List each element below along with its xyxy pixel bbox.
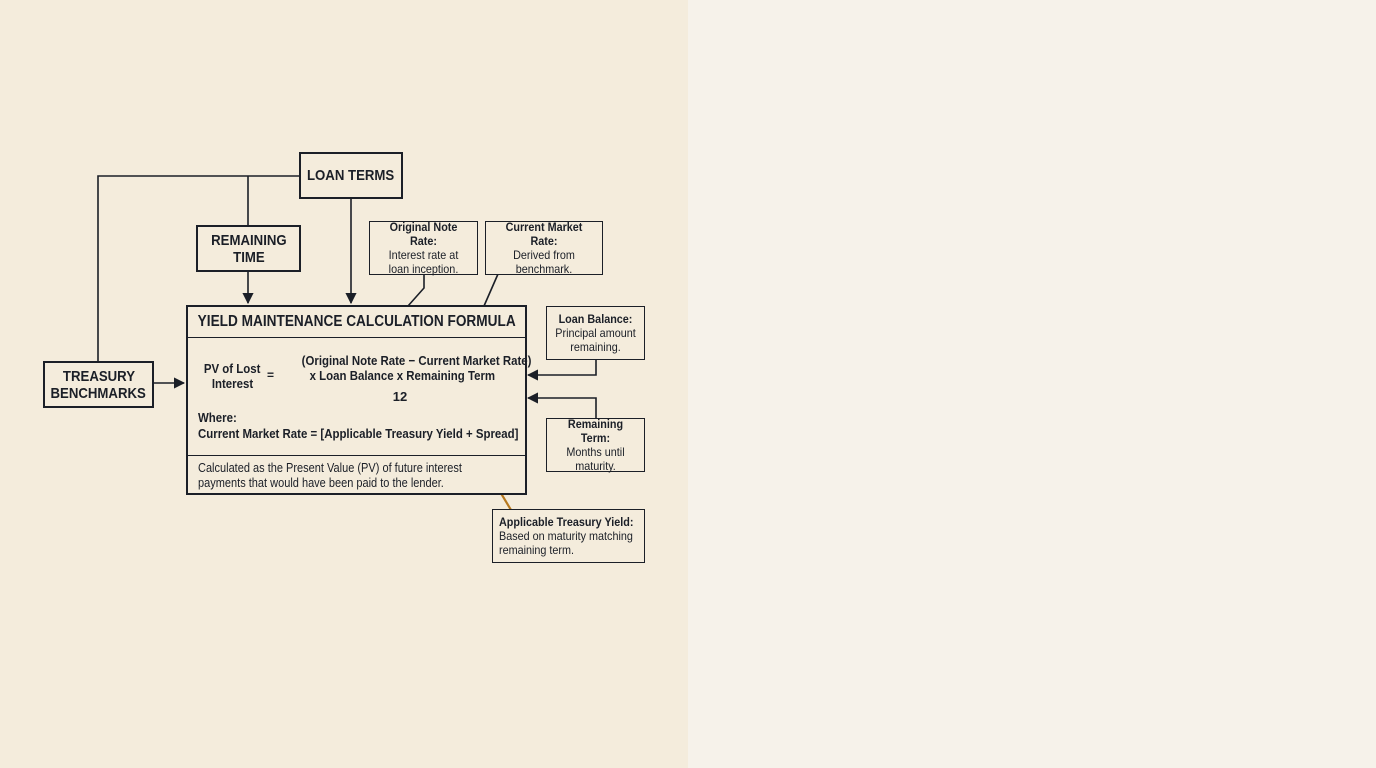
- loan-balance-line2: remaining.: [570, 340, 621, 354]
- treasury-benchmarks-box: [43, 361, 154, 408]
- loan-balance-note: [546, 306, 645, 360]
- applicable-treasury-yield-note: [492, 509, 645, 563]
- arrow-remainingterm-formula: [528, 398, 596, 418]
- formula-lhs-1: PV of Lost: [203, 361, 261, 376]
- remaining-term-note: [546, 418, 645, 472]
- formula-lhs-2: Interest: [211, 376, 253, 391]
- loan-terms-label: LOAN TERMS: [307, 167, 395, 184]
- denominator-value: 12: [392, 389, 408, 404]
- original-note-line2: loan inception.: [388, 262, 459, 276]
- formula-header: [188, 307, 525, 338]
- formula-lhs: [196, 361, 268, 391]
- arrow-loanbalance-formula: [528, 359, 596, 375]
- where-suffix: ]: [514, 426, 519, 441]
- footer-line1: Calculated as the Present Value (PV) of future interest: [198, 461, 462, 475]
- formula-box: [186, 305, 532, 495]
- loan-balance-title: Loan Balance:: [558, 312, 633, 326]
- original-note-rate-note: [369, 221, 478, 275]
- formula-where: [198, 410, 528, 442]
- treasury-label-1: TREASURY: [62, 367, 135, 385]
- treasury-label-2: BENCHMARKS: [50, 384, 147, 402]
- blank-panel: [688, 0, 1376, 768]
- applicable-yield-line2: remaining term.: [499, 543, 575, 557]
- line-currentmarket-formula: [484, 274, 498, 306]
- formula-denominator: [286, 389, 514, 404]
- remaining-term-line2: maturity.: [575, 459, 616, 473]
- formula-numerator: [286, 353, 532, 383]
- loan-terms-box: [299, 152, 403, 199]
- current-market-line2: benchmark.: [515, 262, 573, 276]
- remaining-term-line1: Months until: [566, 445, 625, 459]
- where-prefix: Current Market Rate = [: [198, 426, 325, 441]
- current-market-rate-note: [485, 221, 603, 275]
- formula-footer: [188, 455, 525, 494]
- formula-title: YIELD MAINTENANCE CALCULATION FORMULA: [197, 313, 516, 330]
- applicable-yield-line1: Based on maturity matching: [499, 529, 633, 543]
- line-originalnote-formula: [408, 274, 424, 306]
- remaining-term-title: Remaining Term:: [567, 417, 624, 445]
- where-highlight: Applicable Treasury Yield + Spread: [324, 426, 515, 441]
- numerator-line2: x Loan Balance x Remaining Term: [309, 368, 495, 383]
- remaining-time-box: [196, 225, 301, 272]
- original-note-line1: Interest rate at: [388, 248, 459, 262]
- loan-balance-line1: Principal amount: [555, 326, 636, 340]
- applicable-yield-title: Applicable Treasury Yield:: [499, 515, 634, 529]
- formula-equals: =: [267, 368, 275, 382]
- footer-line2: payments that would have been paid to the lender.: [198, 475, 444, 490]
- current-market-line1: Derived from: [513, 248, 575, 262]
- where-label: Where:: [198, 410, 237, 425]
- remaining-time-label-1: REMAINING: [210, 231, 287, 249]
- remaining-time-label-2: TIME: [232, 248, 265, 266]
- original-note-title: Original Note Rate:: [389, 220, 458, 248]
- numerator-line1: (Original Note Rate − Current Market Rate): [301, 353, 532, 368]
- current-market-title: Current Market Rate:: [505, 220, 583, 248]
